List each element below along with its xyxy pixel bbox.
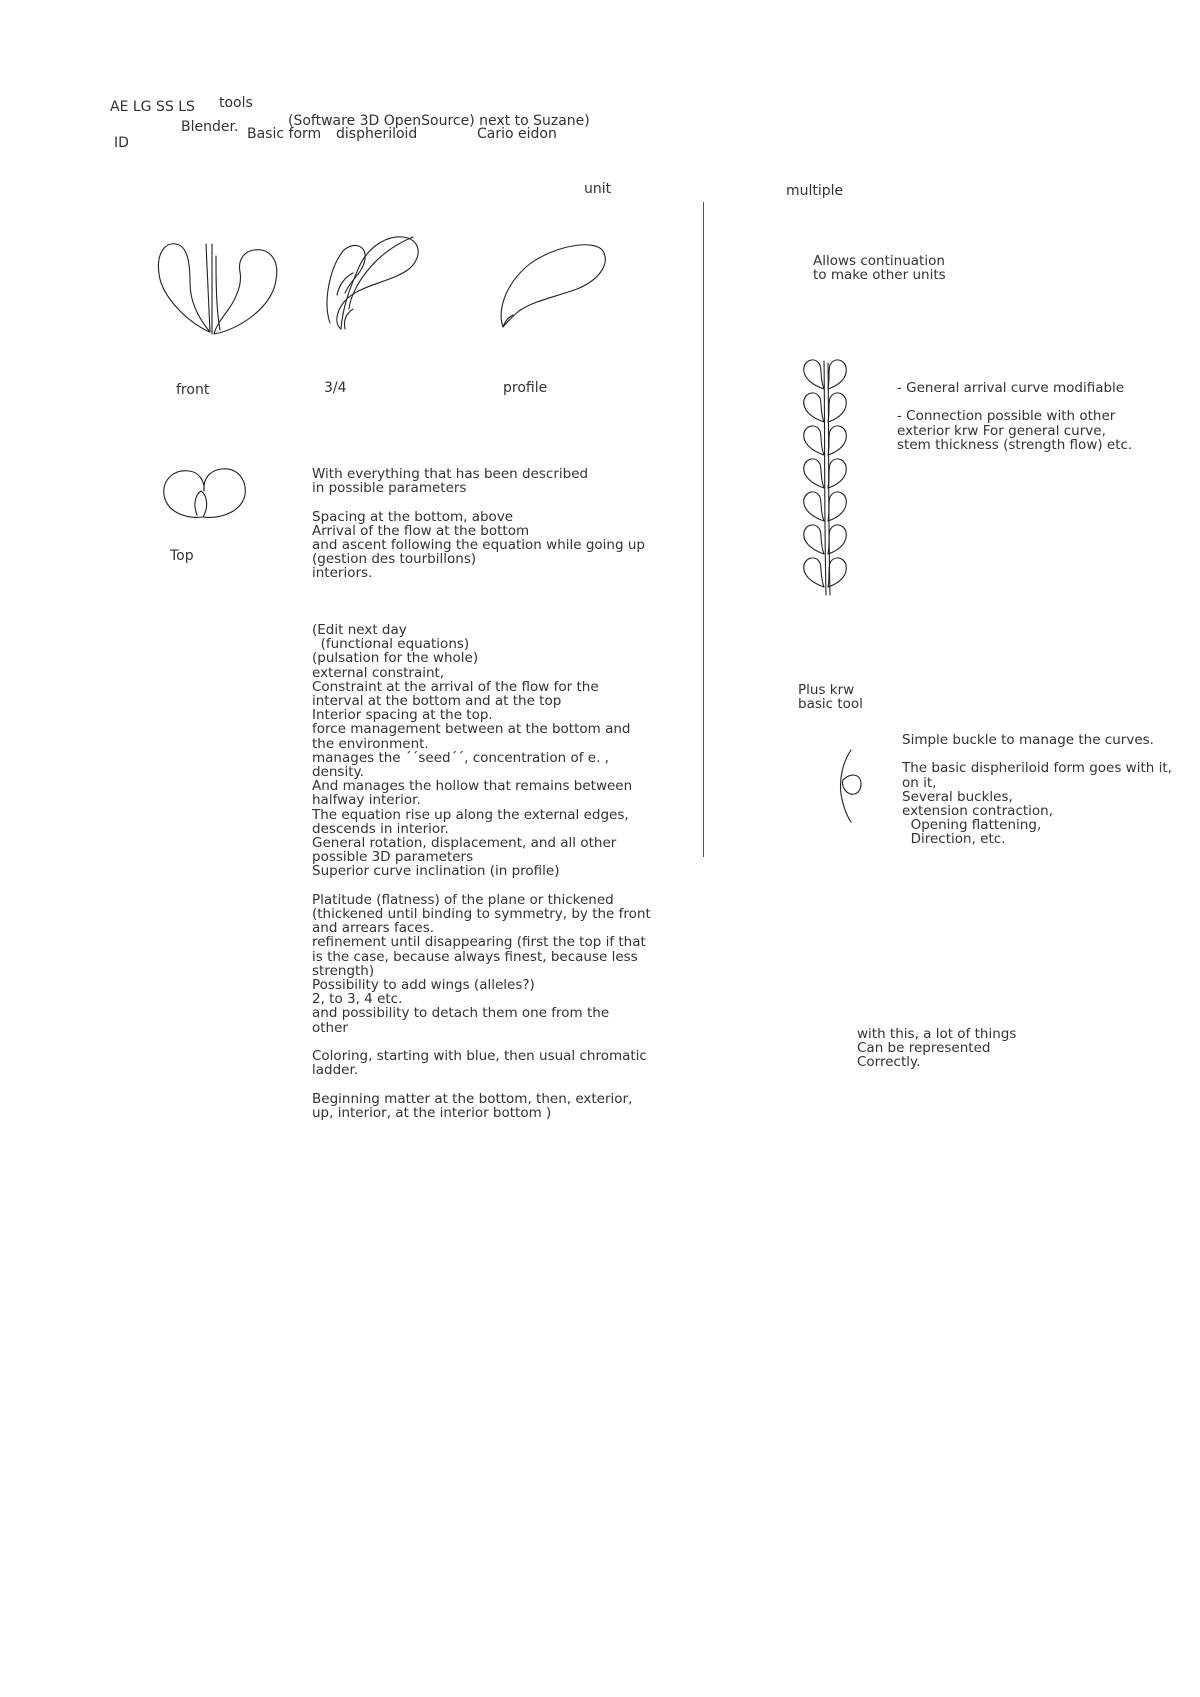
top-view-sketch [161, 465, 247, 523]
unit-title: unit [584, 181, 612, 197]
software-note: (Software 3D OpenSource) next to Suzane) [288, 113, 590, 129]
multiple-title: multiple [786, 183, 844, 199]
chain-sketch [798, 355, 854, 599]
conclusion-note: with this, a lot of things Can be represented Correctly. [857, 1026, 1017, 1071]
multiple-notes: - General arrival curve modifiable - Connection possible with other exterior krw For general curve, stem thickness (strength flow) etc. [897, 380, 1133, 453]
profile-label: profile [503, 380, 548, 396]
basic-form-label: Basic form [247, 126, 322, 142]
unit-description: With everything that has been described in possible parameters Spacing at the bottom, above Arrival of the flow at the bottom and ascent following the equation while going up (gestion des tourbillons) interiors. [312, 466, 645, 582]
front-label: front [176, 382, 210, 398]
form-name-label: dispheriloid [336, 126, 418, 142]
plus-tool-note: Plus krw basic tool [798, 682, 863, 713]
continuation-note: Allows continuation to make other units [813, 253, 946, 284]
column-divider [703, 202, 704, 857]
tools-label: tools [219, 95, 253, 111]
edit-notes: (Edit next day (functional equations) (pulsation for the whole) external constraint, Constraint at the arrival of the flow for the interval at the bottom and at the top Interior spacing at the top. force management between at the bottom and the environment. manages the ´´seed´´, concentration of e. , density. And manages the hollow that remains between halfway interior. The equation rise up along the external edges, descends in interior. General rotation, displacement, and all other possible 3D parameters Superior curve inclination (in profile) Platitude (flatness) of the plane or thickened (thickened until binding to symmetry, by the front and arrears faces. refinement until disappearing (first the top if that is the case, because always finest, because less strength) Possibility to add wings (alleles?) 2, to 3, 4 etc. and possibility to detach them one from the other Coloring, starting with blue, then usual chromatic ladder. Beginning matter at the bottom, then, exterior, up, interior, at the interior bottom ) [312, 622, 651, 1121]
blender-label: Blender. [181, 119, 239, 135]
profile-sketch [497, 241, 609, 331]
front-view-sketch [150, 238, 290, 343]
id-label: ID [114, 135, 129, 151]
buckle-sketch [833, 748, 873, 824]
three-quarter-label: 3/4 [324, 380, 347, 396]
tags-text: AE LG SS LS [110, 99, 195, 115]
three-quarter-sketch [323, 233, 433, 333]
cario-label: Cario eidon [477, 126, 557, 142]
top-label: Top [170, 548, 194, 564]
buckle-notes: Simple buckle to manage the curves. The basic dispheriloid form goes with it, on it, Several buckles, extension contraction, Opening flattening, Direction, etc. [902, 732, 1172, 848]
